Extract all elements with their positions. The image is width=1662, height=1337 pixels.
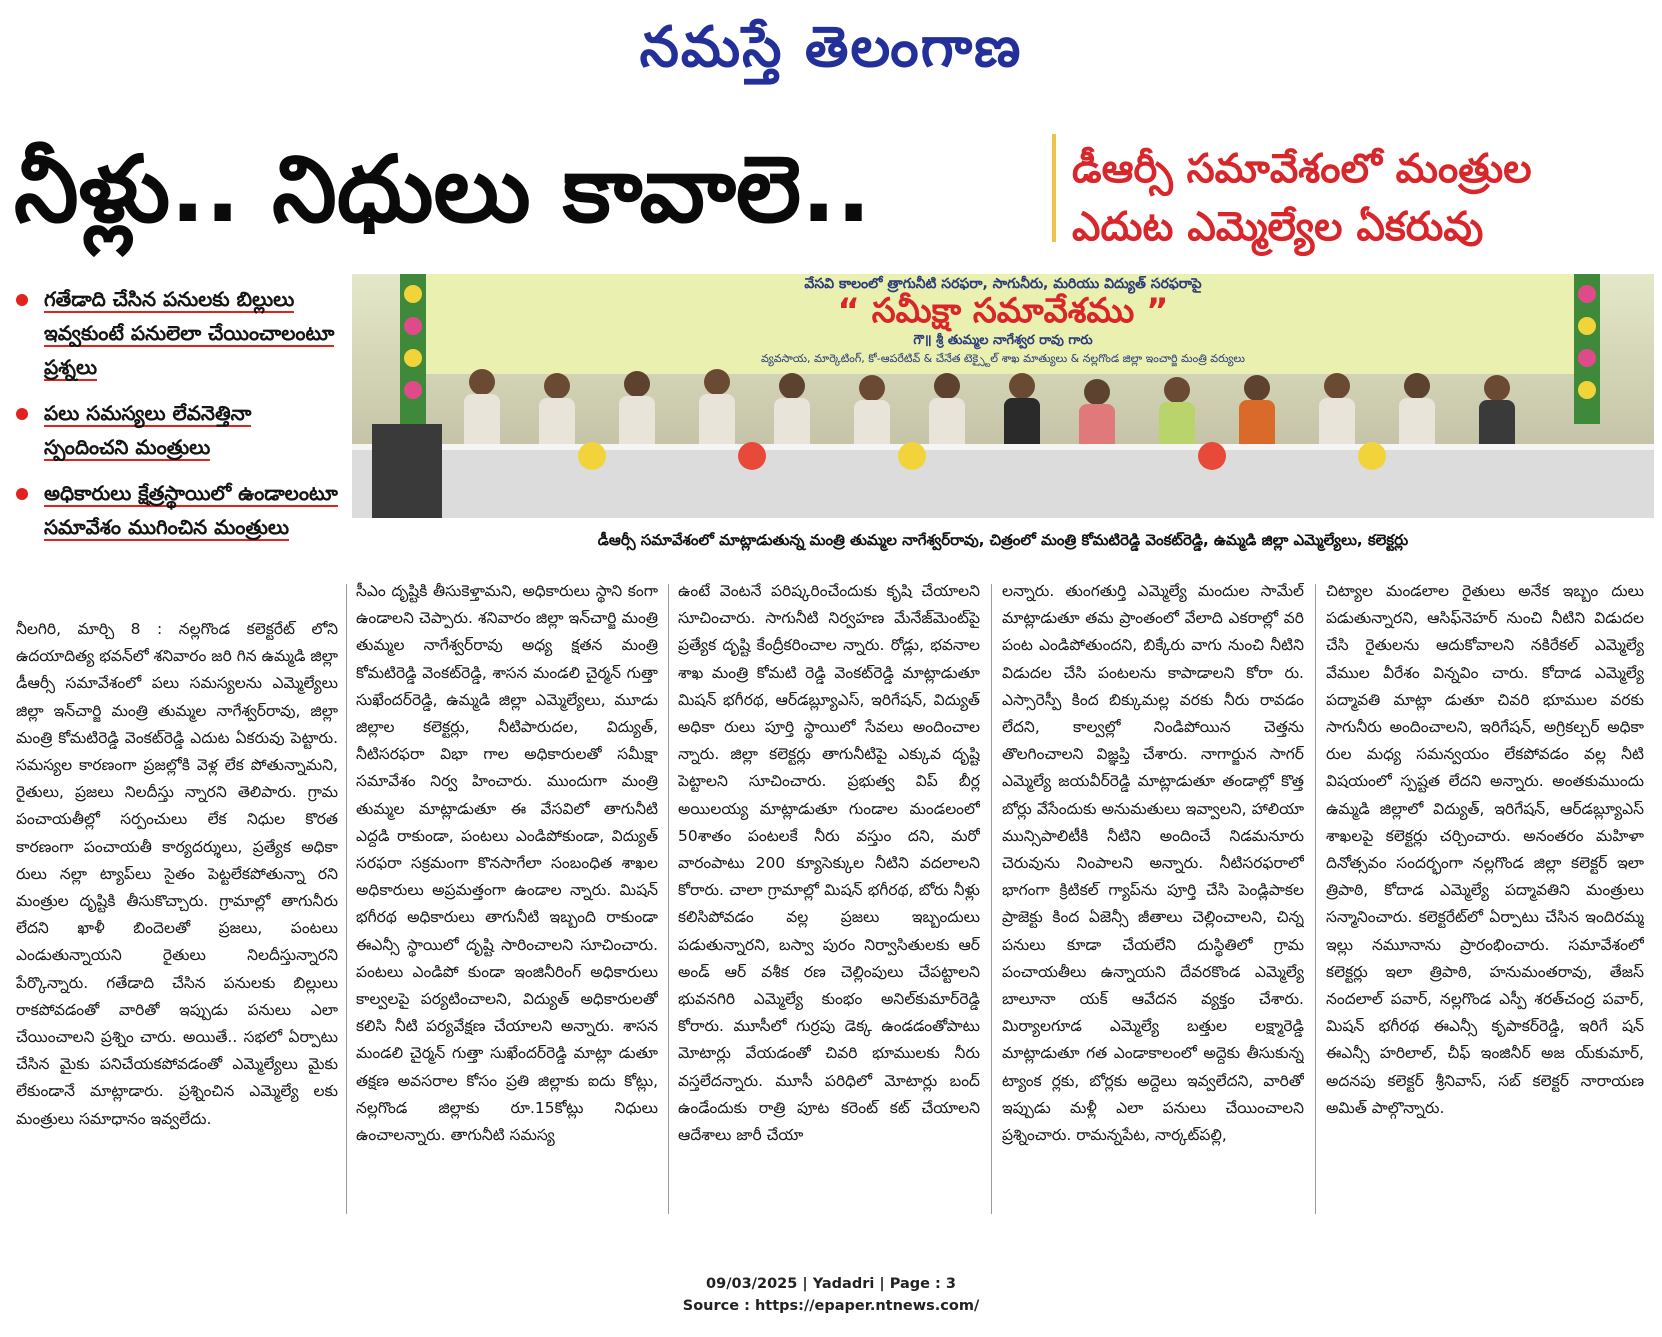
page-footer — [0, 1273, 1662, 1317]
footer-date-edition: 09/03/2025 | Yadadri | Page : 3 — [706, 1276, 956, 1292]
highlight-text: అధికారులు క్షేత్రస్థాయిలో ఉండాలంటూ సమావేశం ముగించిన మంత్రులు — [44, 481, 338, 539]
flower-garland-left — [400, 274, 426, 424]
highlights-list — [12, 282, 342, 556]
banner-detail-text: వ్యవసాయ, మార్కెటింగ్, కో-ఆపరేటివ్ & చేనేత టెక్స్టైల్ శాఖ మాత్యులు & నల్లగొండ జిల్లా ఇంచార్జి మంత్రి వర్యులు — [761, 352, 1245, 365]
sub-headline — [1072, 140, 1652, 260]
photo-caption: డీఆర్సీ సమావేశంలో మాట్లాడుతున్న మంత్రి తుమ్మల నాగేశ్వర్‌రావు, చిత్రంలో మంత్రి కోమటిరెడ్డి వెంకట్‌రెడ్డి, ఉమ్మడి జిల్లా ఎమ్మెల్యేలు, కలెక్టర్లు — [597, 531, 1409, 549]
column-divider — [668, 584, 669, 1214]
flower-garland-right — [1574, 274, 1600, 424]
main-headline: నీళ్లు.. నిధులు కావాలె.. — [14, 136, 872, 243]
highlight-item — [12, 476, 342, 544]
column-divider — [346, 584, 347, 1214]
article-column-3: ఉంటే వెంటనే పరిష్కరించేందుకు కృషి చేయాలని సూచించారు. సాగునీటి నిర్వహణ మేనేజ్‌మెంట్‌పై ప్రత్యేక దృష్టి కేంద్రీకరించాల న్నారు. రోడ్లు, భవనాల శాఖ మంత్రి కోమటి రెడ్డి వెంకట్‌రెడ్డి మాట్లాడుతూ మిషన్ భగీరథ, ఆర్‌డబ్ల్యూఎస్, ఇరిగేషన్, విద్యుత్ అధికా రులు పూర్తి స్థాయిలో సేవలు అందించాల న్నారు. జిల్లా కలెక్టర్లు తాగునీటిపై ఎక్కువ దృష్టి పెట్టాలని సూచించారు. ప్రభుత్వ విప్ బీర్ల అయిలయ్య మాట్లాడుతూ గుండాల మండలంలో 50శాతం పంటలకే నీరు వస్తుం దని, మరో వారంపాటు 200 క్యూసెక్కుల నీటిని వదలాలని కోరారు. చాలా గ్రామాల్లో మిషన్ భగీరథ, బోరు నీళ్లు కలిసిపోవడం వల్ల ప్రజలు ఇబ్బందులు పడుతున్నారని, బస్వా పురం నిర్వాసితులకు ఆర్ అండ్ ఆర్ వశీక రణ చెల్లింపులు చేపట్టాలని భువనగిరి ఎమ్మెల్యే కుంభం అనిల్‌కుమార్‌రెడ్డి కోరారు. మూసీలో గుర్రపు డెక్క ఉండడంతోపాటు మోటార్లు వేయడంతో చివరి భూములకు నీరు వస్తలేదన్నారు. మూసీ పరిధిలో మోటార్లు బంద్ ఉండేందుకు రాత్రి పూట కరెంట్ కట్ చేయాలని ఆదేశాలు జారీ చేయా — [678, 582, 980, 1145]
highlight-item — [12, 396, 342, 464]
bullet-dot-icon — [16, 488, 28, 500]
headline-divider — [1052, 134, 1056, 242]
sub-headline-line-1: డీఆర్సీ సమావేశంలో మంత్రుల — [1072, 146, 1532, 192]
bullet-dot-icon — [16, 408, 28, 420]
photo-illustration — [352, 274, 1654, 518]
article-body — [12, 578, 1648, 1228]
banner-title: “ సమీక్షా సమావేశము ” — [837, 291, 1169, 331]
article-column-5: చిట్యాల మండలాల రైతులు అనేక ఇబ్బం దులు పడుతున్నారని, ఆసిఫ్‌నెహర్ నుంచి నీటిని విడుదల చేసి రైతులను ఆదుకోవాలని నకిరేకల్ ఎమ్మెల్యే వేముల వీరేశం విన్నవిం చారు. కోదాడ ఎమ్మెల్యే పద్మావతి మాట్లా డుతూ చివరి భూముల వరకు సాగునీరు అందించాలని, ఇరిగేషన్, అగ్రికల్చర్ అధికా రుల మధ్య సమన్వయం లేకపోవడం వల్ల నీటి విషయంలో స్పష్టత లేదని అన్నారు. అంతకుముందు ఉమ్మడి జిల్లాలో విద్యుత్, ఇరిగేషన్, ఆర్‌డబ్ల్యూఎస్ శాఖలపై కలెక్టర్లు చర్చించారు. అనంతరం మహిళా దినోత్సవం సందర్భంగా నల్లగొండ జిల్లా కలెక్టర్ ఇలా త్రిపాఠి, కోదాడ ఎమ్మెల్యే పద్మావతిని మంత్రులు సన్మానించారు. కలెక్టరేట్‌లో ఏర్పాటు చేసిన ఇందిరమ్మ ఇల్లు నమూనాను ప్రారంభించారు. సమావేశంలో కలెక్టర్లు ఇలా త్రిపాఠి, హనుమంతరావు, తేజస్ నందలాల్ పవార్, నల్లగొండ ఎస్పీ శరత్‌చంద్ర పవార్, మిషన్ భగీరథ ఈఎన్సీ కృపాకర్‌రెడ్డి, ఇరిగే షన్ ఈఎన్సీ హరిలాల్, చీఫ్ ఇంజినీర్ అజ య్‌కుమార్, అదనపు కలెక్టర్ శ్రీనివాస్, సబ్ కలెక్టర్ నారాయణ అమిత్ పాల్గొన్నారు. — [1326, 582, 1644, 1117]
column-divider — [991, 584, 992, 1214]
bullet-dot-icon — [16, 294, 28, 306]
podium — [372, 424, 442, 518]
banner-top-text: వేసవి కాలంలో త్రాగునీటి సరఫరా, సాగునీరు, మరియు విద్యుత్ సరఫరాపై — [804, 276, 1202, 292]
highlight-item — [12, 282, 342, 384]
article-column-2: సీఎం దృష్టికి తీసుకెళ్తామని, అధికారులు స్థాని కంగా ఉండాలని చెప్పారు. శనివారం జిల్లా ఇన్‌చార్జి మంత్రి తుమ్మల నాగేశ్వర్‌రావు అధ్య క్షతన మంత్రి కోమటిరెడ్డి వెంకట్‌రెడ్డి, శాసన మండలి చైర్మన్ గుత్తా సుఖేందర్‌రెడ్డి, ఉమ్మడి జిల్లా ఎమ్మెల్యేలు, మూడు జిల్లాల కలెక్టర్లు, నీటిపారుదల, విద్యుత్, నీటిసరఫరా విభా గాల అధికారులతో సమీక్షా సమావేశం నిర్వ హించారు. ముందుగా మంత్రి తుమ్మల మాట్లాడుతూ ఈ వేసవిలో తాగునీటి ఎద్దడి రాకుండా, పంటలు ఎండిపోకుండా, విద్యుత్ సరఫరా సక్రమంగా కొనసాగేలా సంబంధిత శాఖల అధికారులు అప్రమత్తంగా ఉండాల న్నారు. మిషన్ భగీరథ అధికారులు తాగునీటి ఇబ్బంది రాకుండా ఈఎన్సీ స్థాయిలో దృష్టి సారించాలని సూచించారు. పంటలు ఎండిపో కుండా ఇంజినీరింగ్ అధికారులు కాల్వలపై పర్యటించాలని, విద్యుత్ అధికారులతో కలిసి నీటి పర్యవేక్షణ చేయాలని అన్నారు. శాసన మండలి చైర్మన్ గుత్తా సుఖేందర్‌రెడ్డి మాట్లా డుతూ తక్షణ అవసరాల కోసం ప్రతి జిల్లాకు ఐదు కోట్లు, నల్లగొండ జిల్లాకు రూ.15కోట్లు నిధులు ఉంచాలన్నారు. తాగునీటి సమస్య — [356, 582, 658, 1145]
column-divider — [1315, 584, 1316, 1214]
article-column-4: లన్నారు. తుంగతుర్తి ఎమ్మెల్యే మందుల సామేల్ మాట్లాడుతూ తమ ప్రాంతంలో వేలాది ఎకరాల్లో వరి పంట ఎండిపోతుందని, బిక్కేరు వాగు నుంచి నీటిని విడుదల చేసి పంటలను కాపాడాలని కోరా రు. ఎస్సారెస్పీ కింద బిక్కుమల్ల వరకు నీరు రావడం లేదని, కాల్వల్లో నిండిపోయిన చెత్తను తొలగించాలని విజ్ఞప్తి చేశారు. నాగార్జున సాగర్ ఎమ్మెల్యే జయవీర్‌రెడ్డి మాట్లాడుతూ తండాల్లో కొత్త బోర్లు వేసేందుకు అనుమతులు ఇవ్వాలని, హాలియా మున్సిపాలిటీకి నీటిని అందించే నిడమనూరు చెరువును నింపాలని అన్నారు. నీటిసరఫరాలో భాగంగా క్రిటికల్ గ్యాప్‌ను పూర్తి చేసి పెండ్లిపాకల ప్రాజెక్టు కింద ఏజెన్సీ జీతాలు చెల్లించాలని, చిన్న పనులు కూడా చేయలేని దుస్థితిలో గ్రామ పంచాయతీలు ఉన్నాయని దేవరకొండ ఎమ్మెల్యే బాలూనా యక్ ఆవేదన వ్యక్తం చేశారు. మిర్యాలగూడ ఎమ్మెల్యే బత్తుల లక్ష్మారెడ్డి మాట్లాడుతూ గత ఎండాకాలంలో అద్దెకు తీసుకున్న ట్యాంక ర్లకు, బోర్లకు అద్దెలు ఇవ్వలేదని, వారితో ఇప్పుడు మళ్లీ ఎలా పనులు చేయించాలని ప్రశ్నించారు. రామన్నపేట, నార్కట్‌పల్లి, — [1002, 582, 1304, 1145]
banner-sub-text: గౌ॥ శ్రీ తుమ్మల నాగేశ్వర రావు గారు — [913, 333, 1093, 348]
highlight-text: పలు సమస్యలు లేవనెత్తినా స్పందించని మంత్రులు — [44, 401, 252, 459]
footer-source: Source : https://epaper.ntnews.com/ — [682, 1298, 980, 1314]
sub-headline-line-2: ఎదుట ఎమ్మెల్యేల ఏకరువు — [1072, 204, 1484, 250]
news-photo — [352, 274, 1654, 518]
highlight-text: గతేడాది చేసిన పనులకు బిల్లులు ఇవ్వకుంటే పనులెలా చేయించాలంటూ ప్రశ్నలు — [44, 287, 335, 379]
article-column-1: నీలగిరి, మార్చి 8 : నల్లగొండ కలెక్టరేట్ లోని ఉదయాదిత్య భవన్‌లో శనివారం జరి గిన ఉమ్మడి జిల్లా డీఆర్సీ సమావేశంలో పలు సమస్యలను ఎమ్మెల్యేలు జిల్లా ఇన్‌చార్జి మంత్రి తుమ్మల నాగేశ్వర్‌రావు, జిల్లా మంత్రి కోమటిరెడ్డి వెంకట్‌రెడ్డి ఎదుట ఏకరువు పెట్టారు. సమస్యల కారణంగా ప్రజల్లోకి వెళ్ల లేక పోతున్నామని, రైతులు, ప్రజలు నిలదీస్తు న్నారని తెలిపారు. గ్రామ పంచాయతీల్లో సర్పంచులు లేక నిధుల కొరత కారణంగా పంచాయతీ కార్యదర్శులు, ప్రత్యేక అధికా రులు నల్లా ట్యాప్‌లు సైతం పెట్టలేకపోతున్నా రని మంత్రుల దృష్టికి తీసుకొచ్చారు. గ్రామాల్లో తాగునీరు లేదని ఖాళీ బిందెలతో ప్రజలు, పంటలు ఎండుతున్నాయని రైతులు నిలదీస్తున్నారని పేర్కొన్నారు. గతేడాది చేసిన పనులకు బిల్లులు రాకపోవడంతో వారితో ఇప్పుడు పనులు ఎలా చేయించాలని ప్రశ్నిం చారు. అయితే.. సభలో ఏర్పాటు చేసిన మైకు పనిచేయకపోవడంతో ఎమ్మెల్యేలు మైకు లేకుండానే మాట్లాడారు. ప్రశ్నించిన ఎమ్మెల్యే లకు మంత్రులు సమాధానం ఇవ్వలేదు. — [16, 620, 338, 1128]
conference-table — [352, 444, 1654, 518]
masthead-title: నమస్తే తెలంగాణ — [639, 14, 1023, 80]
